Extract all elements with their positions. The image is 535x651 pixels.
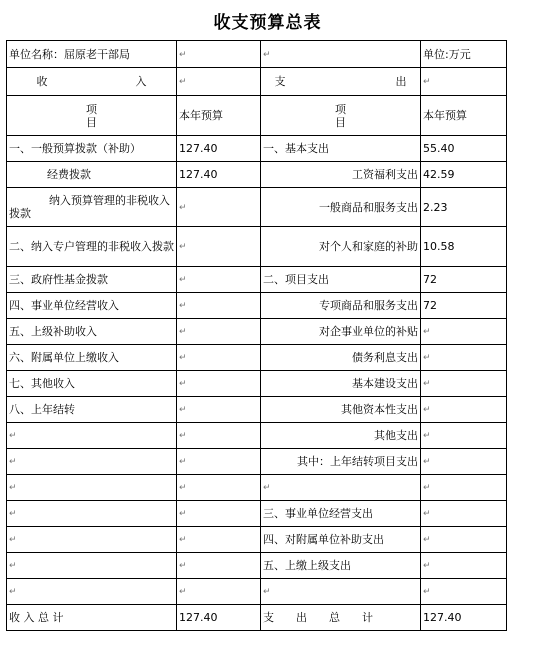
totals-row (7, 605, 507, 631)
expense-value-cell: 72 (421, 267, 507, 293)
income-value-cell: ↵ (177, 188, 261, 227)
table-row (7, 579, 507, 605)
expense-item-cell: ↵ (261, 579, 421, 605)
expense-value-cell: ↵ (421, 475, 507, 501)
income-item-cell: ↵ (7, 423, 177, 449)
table-row (7, 188, 507, 227)
income-item-cell: ↵ (7, 475, 177, 501)
table-row (7, 449, 507, 475)
income-total-value: 127.40 (177, 605, 261, 631)
income-value-cell: ↵ (177, 267, 261, 293)
expense-total-value: 127.40 (421, 605, 507, 631)
income-item-cell: ↵ (7, 553, 177, 579)
section-header-row (7, 68, 507, 96)
expense-item-cell: 三、事业单位经营支出 (261, 501, 421, 527)
expense-item-cell: 专项商品和服务支出 (261, 293, 421, 319)
budget-header-left: 本年预算 (177, 96, 261, 136)
income-value-cell: ↵ (177, 397, 261, 423)
unit-row (7, 41, 507, 68)
income-value-cell: ↵ (177, 579, 261, 605)
income-total-label: 收 入 总 计 (7, 605, 177, 631)
table-row (7, 136, 507, 162)
income-item-cell: 二、纳入专户管理的非税收入拨款 (7, 227, 177, 267)
income-value-cell: ↵ (177, 227, 261, 267)
expense-value-cell: 42.59 (421, 162, 507, 188)
budget-table (6, 40, 507, 631)
income-value-cell: ↵ (177, 501, 261, 527)
expense-value-cell: ↵ (421, 553, 507, 579)
unit-currency-cell: 单位:万元 (421, 41, 507, 68)
expense-total-label: 支 出 总 计 (261, 605, 421, 631)
table-row (7, 501, 507, 527)
income-value-cell: ↵ (177, 449, 261, 475)
item-header-left: 项 目 (7, 96, 177, 136)
empty-cell: ↵ (421, 68, 507, 96)
expense-value-cell: 2.23 (421, 188, 507, 227)
income-value-cell: ↵ (177, 475, 261, 501)
expense-item-cell: 二、项目支出 (261, 267, 421, 293)
table-row (7, 397, 507, 423)
income-item-cell: 五、上级补助收入 (7, 319, 177, 345)
income-value-cell: ↵ (177, 293, 261, 319)
income-value-cell: ↵ (177, 527, 261, 553)
income-value-cell: ↵ (177, 553, 261, 579)
income-item-cell: ↵ (7, 501, 177, 527)
table-row (7, 345, 507, 371)
income-header: 收 入 (7, 68, 177, 96)
table-row (7, 423, 507, 449)
table-row (7, 527, 507, 553)
expense-header: 支 出 (261, 68, 421, 96)
expense-item-cell: 工资福利支出 (261, 162, 421, 188)
income-value-cell: 127.40 (177, 162, 261, 188)
table-row (7, 319, 507, 345)
budget-header-right: 本年预算 (421, 96, 507, 136)
expense-value-cell: ↵ (421, 501, 507, 527)
empty-cell: ↵ (177, 68, 261, 96)
income-item-cell: 六、附属单位上缴收入 (7, 345, 177, 371)
empty-cell: ↵ (261, 41, 421, 68)
income-value-cell: 127.40 (177, 136, 261, 162)
expense-item-cell: 四、对附属单位补助支出 (261, 527, 421, 553)
expense-value-cell: 72 (421, 293, 507, 319)
income-item-cell: 八、上年结转 (7, 397, 177, 423)
table-row (7, 553, 507, 579)
expense-value-cell: 55.40 (421, 136, 507, 162)
income-item-cell: 经费拨款 (7, 162, 177, 188)
expense-value-cell: ↵ (421, 449, 507, 475)
column-header-row (7, 96, 507, 136)
table-row (7, 162, 507, 188)
unit-name-cell: 单位名称：屈原老干部局 (7, 41, 177, 68)
expense-value-cell: ↵ (421, 319, 507, 345)
expense-item-cell: ↵ (261, 475, 421, 501)
expense-item-cell: 对企事业单位的补贴 (261, 319, 421, 345)
item-header-right: 项 目 (261, 96, 421, 136)
table-row (7, 227, 507, 267)
income-item-cell: 纳入预算管理的非税收入拨款 (7, 188, 177, 227)
income-value-cell: ↵ (177, 371, 261, 397)
expense-item-cell: 基本建设支出 (261, 371, 421, 397)
expense-value-cell: 10.58 (421, 227, 507, 267)
expense-item-cell: 五、上缴上级支出 (261, 553, 421, 579)
expense-item-cell: 其中：上年结转项目支出 (261, 449, 421, 475)
income-item-cell: ↵ (7, 579, 177, 605)
table-row (7, 475, 507, 501)
expense-value-cell: ↵ (421, 397, 507, 423)
income-item-cell: ↵ (7, 527, 177, 553)
expense-item-cell: 一般商品和服务支出 (261, 188, 421, 227)
income-value-cell: ↵ (177, 345, 261, 371)
expense-value-cell: ↵ (421, 579, 507, 605)
expense-item-cell: 其他资本性支出 (261, 397, 421, 423)
income-value-cell: ↵ (177, 423, 261, 449)
expense-item-cell: 债务利息支出 (261, 345, 421, 371)
expense-value-cell: ↵ (421, 423, 507, 449)
expense-item-cell: 其他支出 (261, 423, 421, 449)
expense-item-cell: 一、基本支出 (261, 136, 421, 162)
table-row (7, 293, 507, 319)
expense-item-cell: 对个人和家庭的补助 (261, 227, 421, 267)
table-row (7, 371, 507, 397)
income-item-cell: ↵ (7, 449, 177, 475)
expense-value-cell: ↵ (421, 371, 507, 397)
income-item-cell: 四、事业单位经营收入 (7, 293, 177, 319)
income-item-cell: 一、一般预算拨款（补助） (7, 136, 177, 162)
page-title: 收支预算总表 (213, 13, 322, 33)
expense-value-cell: ↵ (421, 345, 507, 371)
income-item-cell: 三、政府性基金拨款 (7, 267, 177, 293)
empty-cell: ↵ (177, 41, 261, 68)
income-value-cell: ↵ (177, 319, 261, 345)
table-row (7, 267, 507, 293)
income-item-cell: 七、其他收入 (7, 371, 177, 397)
expense-value-cell: ↵ (421, 527, 507, 553)
